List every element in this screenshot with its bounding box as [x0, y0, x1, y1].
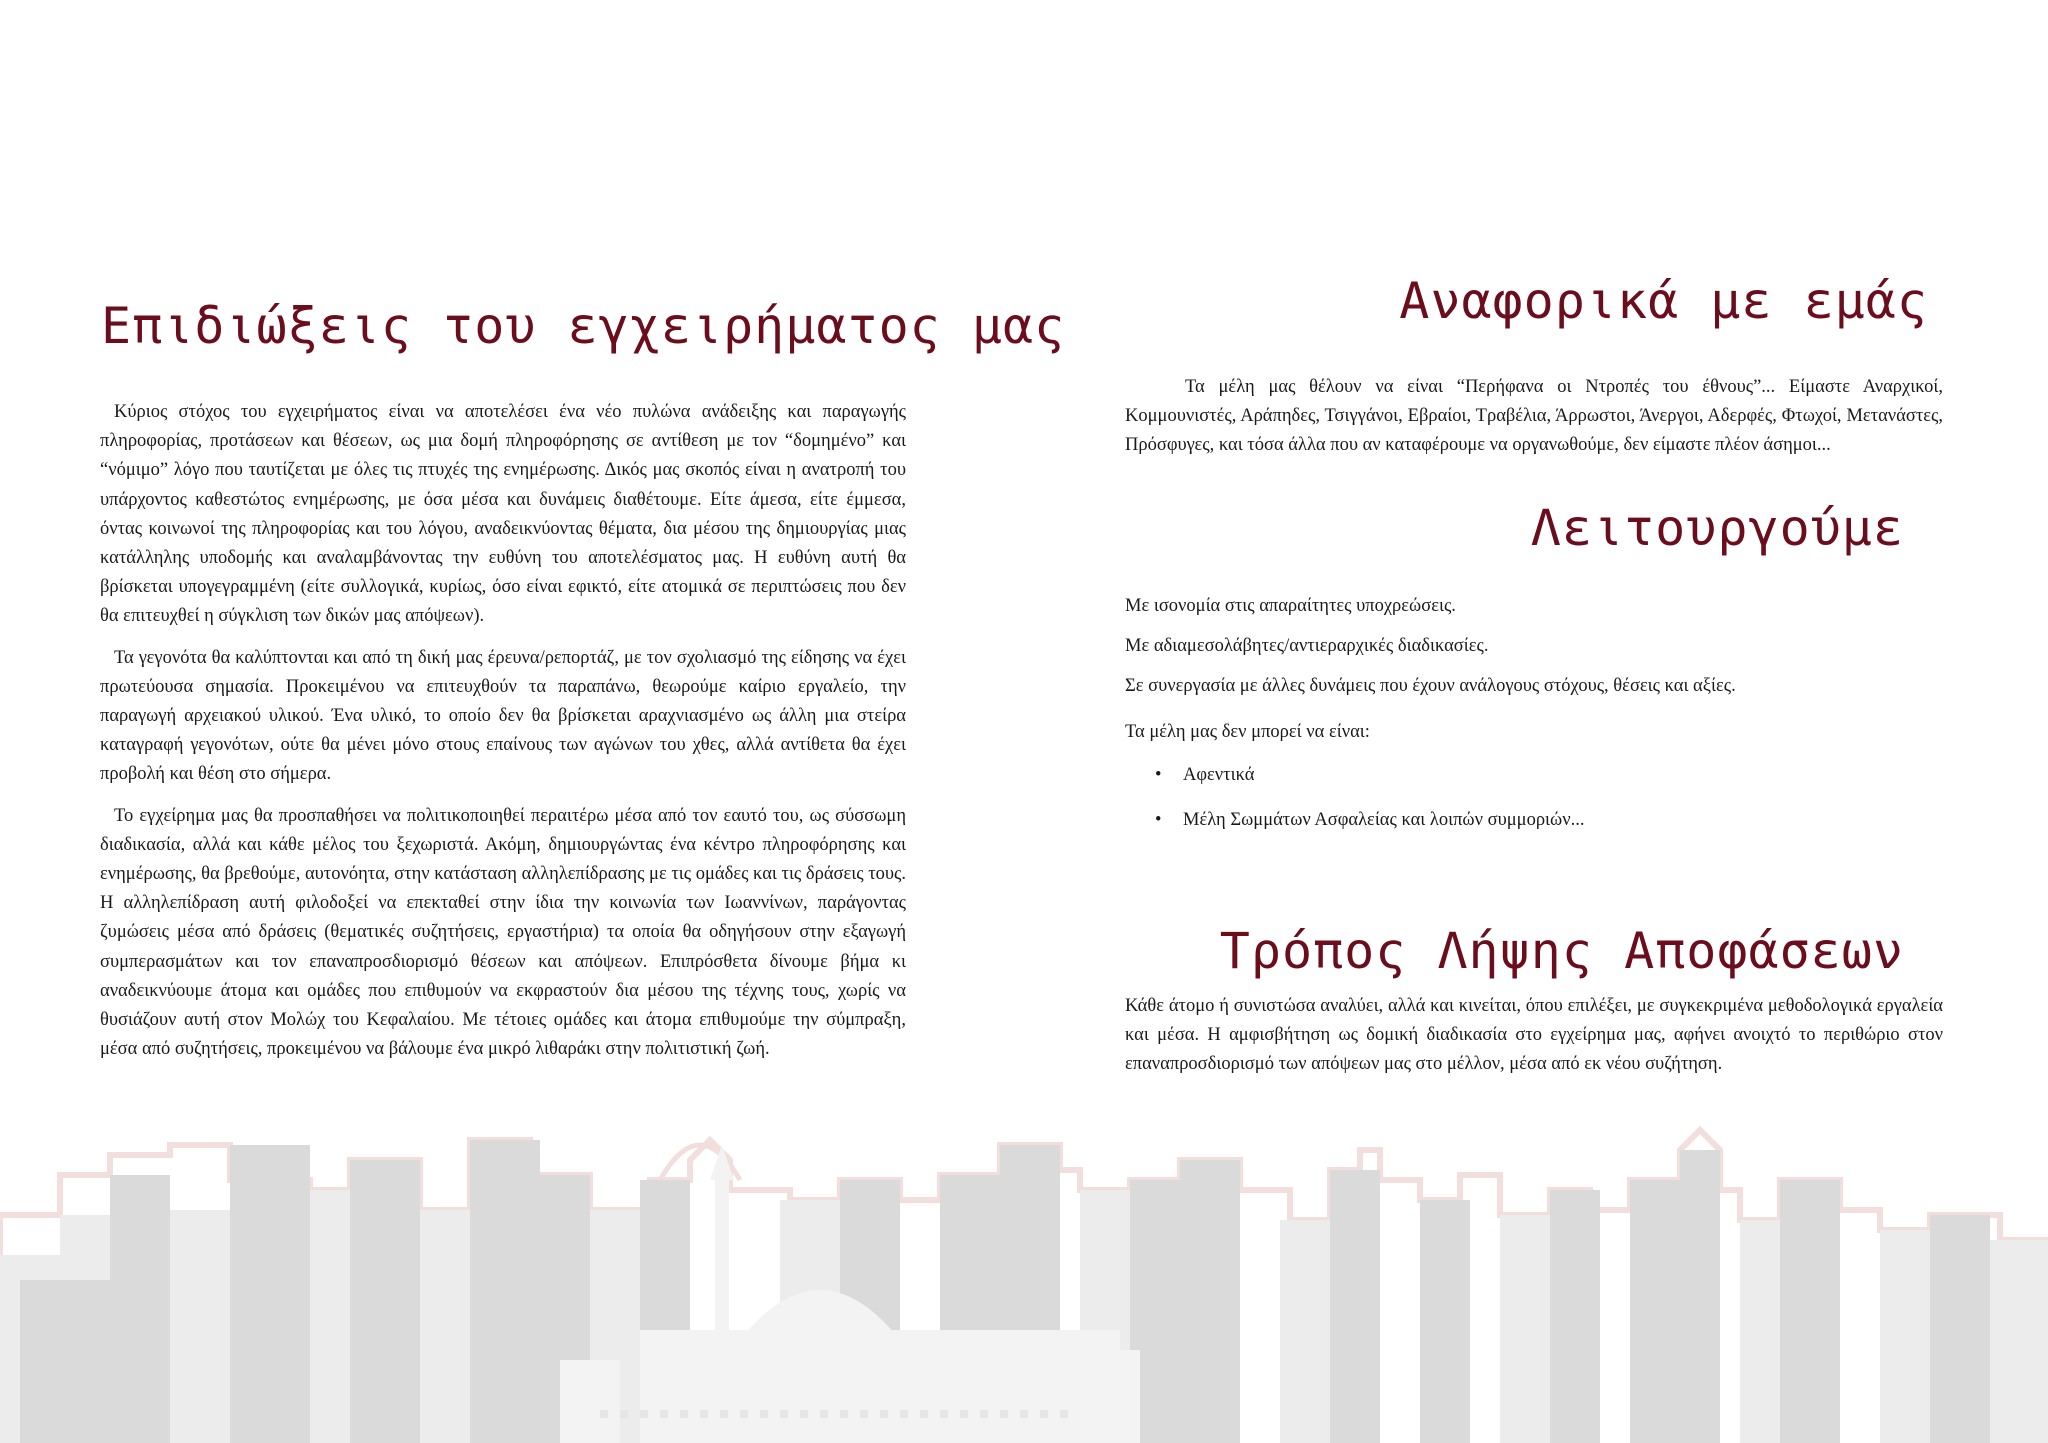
about-paragraph: Τα μέλη μας θέλουν να είναι “Περήφανα οι Ντροπές του έθνους”... Είμαστε Αναρχικοί, Κομμουνιστές, Αράπηδες, Τσιγγάνοι, Εβραίοι, Τραβέλια, Άρρωστοι, Άνεργοι, Αδερφές, Φτωχοί, Μετανάστες, Πρόσφυγες, και τόσα άλλα που αν καταφέρουμε να οργανωθούμε, δεν είμαστε πλέον άσημοι... — [1125, 377, 1943, 456]
left-heading: Επιδιώξεις του εγχειρήματος μας — [101, 297, 1066, 355]
about-heading: Αναφορικά με εμάς — [1399, 272, 1928, 330]
decision-heading: Τρόπος Λήψης Αποφάσεων — [1219, 922, 1904, 980]
operate-heading: Λειτουργούμε — [1530, 499, 1904, 557]
goals-paragraph: Κύριος στόχος του εγχειρήματος είναι να αποτελέσει ένα νέο πυλώνα ανάδειξης και παραγωγής πληροφορίας, προτάσεων και θέσεων, ως μια δομή πληροφόρησης σε αντίθεση με τον “δομημένο” και “νόμιμο” λόγο που ταυτίζεται με όλες τις πτυχές της ενημέρωσης. Δικός μας σκοπός είναι η ανατροπή του υπάρχοντος καθεστώτος ενημέρωσης, με όσα μέσα και δυνάμεις διαθέτουμε. Είτε άμεσα, είτε έμμεσα, όντας κοινωνοί της πληροφορίας και του λόγου, αναδεικνύοντας θέματα, δια μέσου της δημιουργίας μιας κατάλληλης υποδομής και αναλαμβάνοντας την ευθύνη του αποτελέσματος μας. Η ευθύνη αυτή θα βρίσκεται υπογεγραμμένη (είτε συλλογικά, κυρίως, όσο είναι εφικτό, είτε ατομικά σε περιπτώσεις που δεν θα επιτευχθεί η σύγκλιση των δικών μας απόψεων). — [100, 402, 906, 627]
members-intro: Τα μέλη μας δεν μπορεί να είναι: — [1125, 721, 1370, 742]
decision-paragraph: Κάθε άτομο ή συνιστώσα αναλύει, αλλά και κινείται, όπου επιλέξει, με συγκεκριμένα μεθοδολογικά εργαλεία και μέσα. Η αμφισβήτηση ως δομική διαδικασία στο εγχείρημα μας, αφήνει ανοιχτό το περιθώριο στον επαναπροσδιορισμό των απόψεων μας στο μέλλον, μέσα από εκ νέου συζήτηση. — [1125, 996, 1943, 1075]
operate-line: Με ισονομία στις απαραίτητες υποχρεώσεις. — [1125, 596, 1456, 616]
bullet-icon: • — [1155, 764, 1162, 785]
operate-line: Με αδιαμεσολάβητες/αντιεραρχικές διαδικασίες. — [1125, 636, 1489, 657]
list-item — [1125, 806, 1943, 835]
goals-paragraph: Τα γεγονότα θα καλύπτονται και από τη δική μας έρευνα/ρεπορτάζ, με τον σχολιασμό της είδησης να έχει πρωτεύουσα σημασία. Προκειμένου να επιτευχθούν τα παραπάνω, θεωρούμε καίριο εργαλείο, την παραγωγή αρχειακού υλικού. Ένα υλικό, το οποίο δεν θα βρίσκεται αραχνιασμένο ως άλλη μια στείρα καταγραφή γεγονότων, ούτε θα μένει μόνο στους επαίνους των αγώνων του χθες, αλλά αντίθετα θα έχει προβολή και θέση στο σήμερα. — [100, 647, 906, 785]
decision-section — [1125, 992, 1943, 1080]
members-list — [1125, 761, 1943, 835]
list-item-text: Μέλη Σωμμάτων Ασφαλείας και λοιπών συμμοριών... — [1183, 810, 1585, 831]
operate-line: Σε συνεργασία με άλλες δυνάμεις που έχουν ανάλογους στόχους, θέσεις και αξίες. — [1125, 676, 1736, 697]
bullet-icon: • — [1155, 810, 1162, 831]
list-item — [1125, 761, 1943, 790]
goals-section — [100, 398, 906, 1076]
city-skyline-illustration — [0, 1120, 2048, 1443]
about-section — [1125, 373, 1943, 461]
operate-section — [1125, 592, 1943, 851]
goals-paragraph: Το εγχείρημα μας θα προσπαθήσει να πολιτικοποιηθεί περαιτέρω μέσα από τον εαυτό του, ως σύσσωμη διαδικασία, αλλά και κάθε μέλος του ξεχωριστά. Ακόμη, δημιουργώντας ένα κέντρο πληροφόρησης και ενημέρωσης, θα βρεθούμε, αυτονόητα, στην κατάσταση αλληλεπίδρασης με τις ομάδες και τις δράσεις τους. Η αλληλεπίδραση αυτή φιλοδοξεί να επεκταθεί στην ίδια την κοινωνία των Ιωαννίνων, παράγοντας ζυμώσεις μέσα από δράσεις (θεματικές συζητήσεις, εργαστήρια) τα οποία θα οδηγήσουν στην εξαγωγή συμπερασμάτων και τον επαναπροσδιορισμό θέσεων και απόψεων. Επιπρόσθετα δίνουμε βήμα κι αναδεικνύουμε άτομα και ομάδες που επιθυμούν να εκφραστούν δια μέσου της τέχνης τους, χωρίς να θυσιάζουν αυτή στον Μολώχ του Κεφαλαίου. Με τέτοιες ομάδες και άτομα επιθυμούμε την σύμπραξη, μέσα από συζητήσεις, προκειμένου να βάλουμε ένα μικρό λιθαράκι στην πολιτιστική ζωή. — [100, 805, 906, 1060]
list-item-text: Αφεντικά — [1183, 764, 1255, 785]
